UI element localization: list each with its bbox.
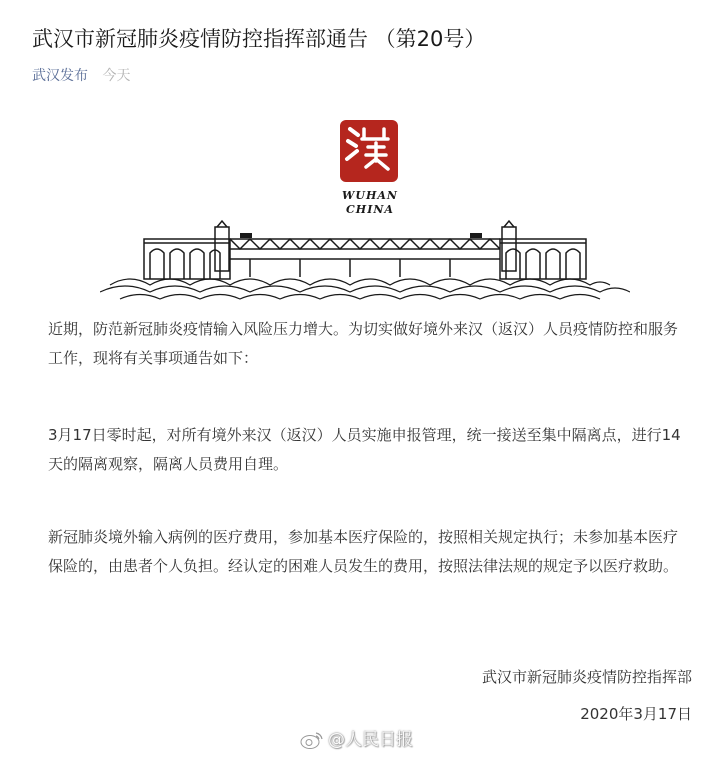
logo-text-china: CHINA xyxy=(346,203,394,216)
publish-date: 今天 xyxy=(102,68,131,84)
yangtze-bridge-illustration xyxy=(100,115,630,305)
waves xyxy=(100,279,630,299)
logo-text-wuhan: WUHAN xyxy=(342,189,398,202)
wuhan-banner-image xyxy=(100,115,630,305)
author-link[interactable]: 武汉发布 xyxy=(32,68,88,84)
watermark-text: @人民日报 xyxy=(328,730,413,750)
quarantine-paragraph: 3月17日零时起，对所有境外来汉（返汉）人员实施申报管理，统一接送至集中隔离点，进行14天的隔离观察，隔离人员费用自理。 xyxy=(48,426,681,473)
article-title: 武汉市新冠肺炎疫情防控指挥部通告 （第20号） xyxy=(32,27,486,51)
watermark xyxy=(300,728,413,752)
article-meta xyxy=(32,66,130,86)
signature-date: 2020年3月17日 xyxy=(580,705,692,723)
han-seal-logo xyxy=(340,120,398,182)
weibo-icon xyxy=(300,730,324,750)
medical-cost-paragraph: 新冠肺炎境外输入病例的医疗费用，参加基本医疗保险的，按照相关规定执行；未参加基本医疗保险的，由患者个人负担。经认定的困难人员发生的费用，按照法律法规的规定予以医疗救助。 xyxy=(48,528,679,575)
intro-paragraph: 近期，防范新冠肺炎疫情输入风险压力增大。为切实做好境外来汉（返汉）人员疫情防控和服务工作，现将有关事项通告如下： xyxy=(48,320,679,367)
signature-organization: 武汉市新冠肺炎疫情防控指挥部 xyxy=(481,668,692,686)
